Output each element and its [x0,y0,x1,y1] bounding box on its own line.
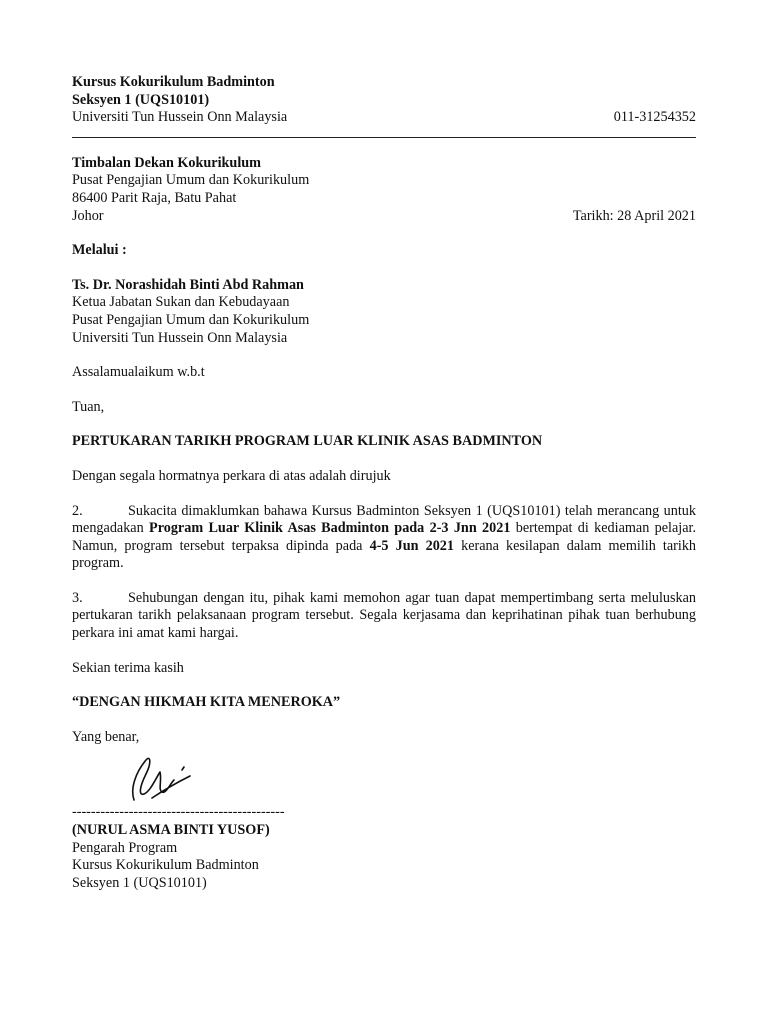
sender-block [72,74,696,127]
via-name: Ts. Dr. Norashidah Binti Abd Rahman [72,276,304,293]
recipient-line-3: Johor [72,207,104,224]
signatory-name: (NURUL ASMA BINTI YUSOF) [72,822,270,839]
salutation: Tuan, [72,398,105,415]
letter-date: Tarikh: 28 April 2021 [572,207,696,224]
motto: “DENGAN HIKMAH KITA MENEROKA” [72,694,341,711]
paragraph-2-text-2: bertempat di kediaman pelajar. Namun, program tersebut terpaksa dipinda pada [72,520,696,554]
signoff: Yang benar, [72,728,140,745]
via-label: Melalui : [72,242,127,259]
subject-line: PERTUKARAN TARIKH PROGRAM LUAR KLINIK ASAS BADMINTON [72,433,543,450]
via-block [72,277,696,347]
signature-line: --------------------------------------------- [72,804,285,821]
sender-university: Universiti Tun Hussein Onn Malaysia [72,109,288,126]
paragraph-2-number: 2. [72,502,83,519]
recipient-block [72,155,696,225]
letter-page [72,74,696,892]
paragraph-2 [72,503,696,573]
paragraph-2-text-3: kerana kesilapan dalam memilih tarikh program. [72,537,697,572]
paragraph-2-bold-1: Program Luar Klinik Asas Badminton pada 2-3 Jnn 2021 [149,520,511,537]
via-line-3: Universiti Tun Hussein Onn Malaysia [72,329,288,346]
paragraph-3-text: Sehubungan dengan itu, pihak kami memohon agar tuan dapat mempertimbang serta meluluskan pertukaran tarikh pelaksanaan program tersebut. Segala kerjasama dan keprihatinan pihak tuan berhubung perkara ini amat kami hargai. [72,589,696,642]
paragraph-3-number: 3. [72,589,83,606]
intro-paragraph: Dengan segala hormatnya perkara di atas adalah dirujuk [72,467,391,484]
sender-course: Kursus Kokurikulum Badminton [72,74,275,90]
recipient-title: Timbalan Dekan Kokurikulum [72,154,261,171]
closing-text: Sekian terima kasih [72,659,184,676]
recipient-line-2: 86400 Parit Raja, Batu Pahat [72,189,237,206]
via-line-1: Ketua Jabatan Sukan dan Kebudayaan [72,294,290,311]
signatory-role: Pengarah Program [72,839,178,856]
paragraph-2-bold-2: 4-5 Jun 2021 [369,537,454,554]
recipient-line-1: Pusat Pengajian Umum dan Kokurikulum [72,172,310,189]
via-line-2: Pusat Pengajian Umum dan Kokurikulum [72,311,310,328]
sender-section: Seksyen 1 (UQS10101) [72,91,210,108]
paragraph-3 [72,590,696,643]
signatory-section: Seksyen 1 (UQS10101) [72,874,207,891]
sender-phone: 011-31254352 [613,109,696,126]
paragraph-2-text-1: Sukacita dimaklumkan bahawa Kursus Badminton Seksyen 1 (UQS10101) telah merancang untuk mengadakan [72,502,696,537]
signatory-organization: Kursus Kokurikulum Badminton [72,857,259,874]
signature-area [72,746,696,804]
greeting: Assalamualaikum w.b.t [72,364,205,381]
signature-block [72,804,696,892]
handwritten-signature [112,750,202,808]
